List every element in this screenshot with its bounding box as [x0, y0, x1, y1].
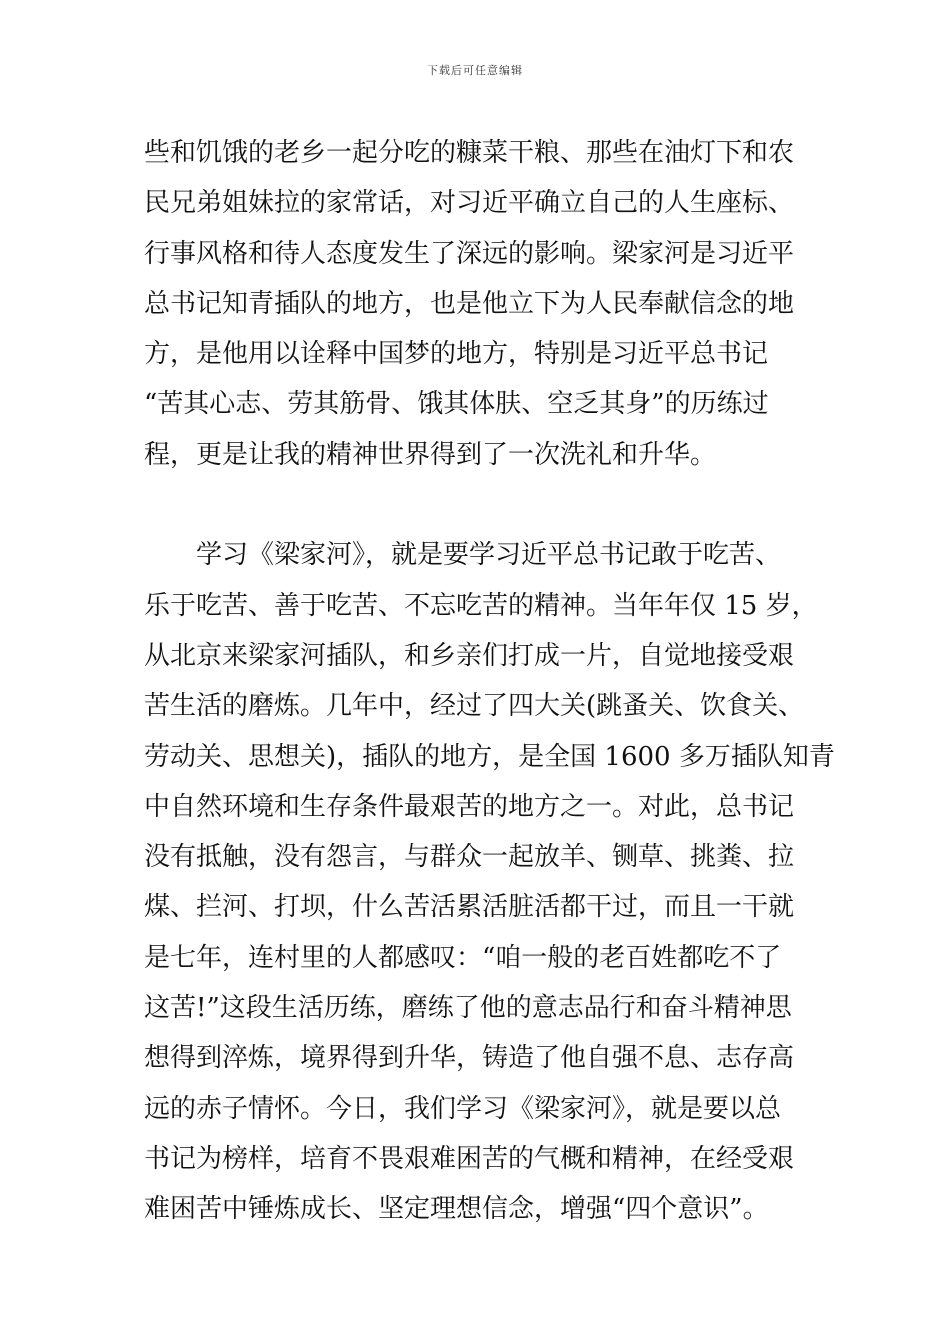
- paragraph-line: 劳动关、思想关)，插队的地方，是全国 1600 多万插队知青: [144, 741, 835, 772]
- paragraph-line: [144, 1235, 808, 1285]
- page-header: 下载后可任意编辑: [427, 64, 523, 77]
- paragraph-line: 方，是他用以诠释中国梦的地方，特别是习近平总书记: [144, 339, 769, 370]
- paragraph-line: 行事风格和待人态度发生了深远的影响。梁家河是习近平: [144, 238, 795, 269]
- paragraph-line: “苦其心志、劳其筋骨、饿其体肤、空乏其身”的历练过: [144, 389, 769, 420]
- paragraph-2: [144, 530, 835, 1284]
- paragraph-line: 这苦!”这段生活历练，磨练了他的意志品行和奋斗精神思: [144, 993, 792, 1024]
- paragraph-line: 远的赤子情怀。今日，我们学习《梁家河》，就是要以总: [144, 1093, 782, 1124]
- paragraph-line: 是七年，连村里的人都感叹：“咱一般的老百姓都吃不了: [144, 942, 782, 973]
- paragraph-line: 没有抵触，没有怨言，与群众一起放羊、铡草、挑粪、拉: [144, 842, 795, 873]
- paragraph-line: 书记为榜样，培育不畏艰难困苦的气概和精神，在经受艰: [144, 1143, 795, 1174]
- paragraph-line: 些和饥饿的老乡一起分吃的糠菜干粮、那些在油灯下和农: [144, 138, 795, 168]
- document-body: [144, 128, 835, 1285]
- paragraph-line: 中自然环境和生存条件最艰苦的地方之一。对此，总书记: [144, 791, 795, 822]
- paragraph-line: 从北京来梁家河插队，和乡亲们打成一片，自觉地接受艰: [144, 640, 795, 671]
- paragraph-1: [144, 128, 808, 480]
- paragraph-line: 煤、拦河、打坝，什么苦活累活脏活都干过，而且一干就: [144, 892, 795, 923]
- paragraph-gap: [144, 480, 808, 530]
- paragraph-line: 难困苦中锤炼成长、坚定理想信念，增强“四个意识”。: [144, 1194, 769, 1225]
- paragraph-line: 乐于吃苦、善于吃苦、不忘吃苦的精神。当年年仅 15 岁，: [144, 590, 818, 621]
- paragraph-line: 苦生活的磨炼。几年中，经过了四大关(跳蚤关、饮食关、: [144, 691, 805, 722]
- paragraph-line: 学习《梁家河》，就是要学习近平总书记敢于吃苦、: [144, 540, 782, 571]
- paragraph-line: 想得到淬炼，境界得到升华，铸造了他自强不息、志存高: [144, 1043, 795, 1074]
- paragraph-line: 程，更是让我的精神世界得到了一次洗礼和升华。: [144, 439, 717, 470]
- paragraph-line: 民兄弟姐妹拉的家常话，对习近平确立自己的人生座标、: [144, 188, 795, 219]
- paragraph-line: 总书记知青插队的地方，也是他立下为人民奉献信念的地: [144, 288, 795, 319]
